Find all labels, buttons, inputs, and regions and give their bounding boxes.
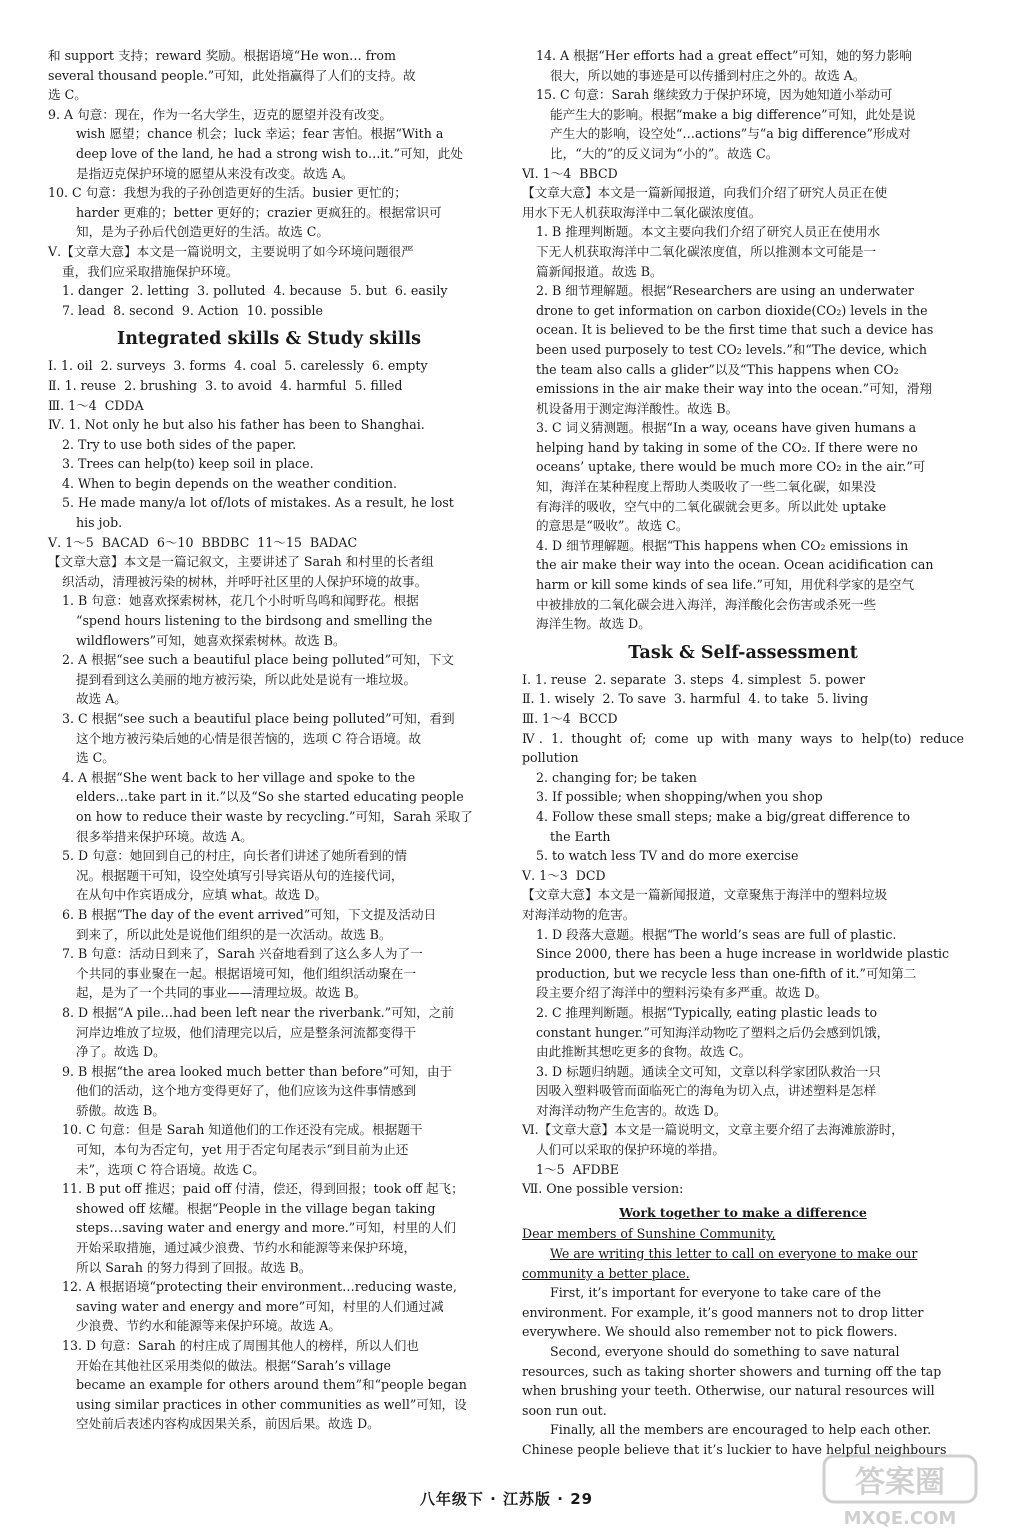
- text-line: 2. C 推理判断题。根据“Typically, eating plastic leads to: [536, 1004, 878, 1020]
- watermark-logo: [820, 1452, 980, 1530]
- text-line: 比，“大的”的反义词为“小的”。故选 C。: [550, 145, 779, 161]
- text-line: 8. D 根据“A pile…had been left near the riverbank.”可知，之前: [62, 1004, 455, 1020]
- text-line: 2. B 细节理解题。根据“Researchers are using an underwater: [536, 283, 914, 299]
- left-block-1: [48, 46, 490, 320]
- text-line: 海洋生物。故选 D。: [536, 616, 651, 632]
- text-line: 2. Try to use both sides of the paper.: [62, 436, 297, 452]
- text-line: 选 C。: [48, 87, 87, 103]
- text-line: 【文章大意】本文是一篇记叙文，主要讲述了 Sarah 和村里的长者组: [48, 554, 434, 570]
- text-line: elders…take part in it.”以及“So she started educating people: [76, 789, 464, 805]
- text-line: 开始在其他社区采用类似的做法。根据“Sarah’s village: [76, 1357, 391, 1373]
- text-line: 段主要介绍了海洋中的塑料污染有多严重。故选 D。: [536, 985, 828, 1001]
- text-line: drone to get information on carbon dioxide(CO₂) levels in the: [536, 302, 928, 318]
- text-line: 的意思是“吸收”。故选 C。: [536, 518, 689, 534]
- text-line: 对海洋动物的危害。: [522, 906, 636, 922]
- text-line: 4. D 细节理解题。根据“This happens when CO₂ emissions in: [536, 537, 909, 553]
- left-column: [48, 46, 490, 1434]
- text-line: 3. D 标题归纳题。通读全文可知，文章以科学家团队救治一只: [536, 1063, 881, 1079]
- text-line: 个共同的事业聚在一起。根据语境可知，他们组织活动聚在一: [76, 965, 417, 981]
- text-line: 很大，所以她的事迹是可以传播到村庄之外的。故选 A。: [550, 67, 866, 83]
- text-line: 和 support 支持；reward 奖励。根据语境“He won… from: [48, 48, 396, 63]
- text-line: harder 更难的；better 更好的；crazier 更疯狂的。根据常识可: [76, 204, 442, 220]
- text-line: 他们的活动，这个地方变得更好了，他们应该为这件事情感到: [76, 1083, 417, 1099]
- text-line: Ⅶ. One possible version:: [522, 1181, 684, 1197]
- text-line: 到来了，所以此处是说他们组织的是一次活动。故选 B。: [76, 926, 392, 942]
- page-footer: 八年级下 · 江苏版 · 29: [419, 1490, 594, 1508]
- text-line: his job.: [76, 515, 123, 531]
- text-line: the air make their way into the ocean. Ocean acidification can: [536, 557, 934, 573]
- text-line: 14. A 根据“Her efforts had a great effect”可知，她的努力影响: [536, 48, 912, 63]
- text-line: 下无人机获取海洋中二氧化碳浓度值，所以推测本文可能是一: [536, 243, 877, 259]
- text-line: 人们可以采取的保护环境的举措。: [536, 1142, 725, 1158]
- text-line: 这个地方被污染后她的心情是很苦恼的，选项 C 符合语境。故: [76, 730, 422, 746]
- text-line: Ⅵ. 1～4 BBCD: [522, 165, 618, 181]
- text-line: became an example for others around them”和“people began: [76, 1377, 467, 1393]
- text-line: 3. C 词义猜测题。根据“In a way, oceans have given humans a: [536, 420, 917, 436]
- text-line: 5. D 句意：她回到自己的村庄，向长者们讲述了她所看到的情: [62, 848, 407, 864]
- text-line: 11. B put off 推迟；paid off 付清，偿还，得到回报；took off 起飞；: [62, 1181, 464, 1197]
- text-line: ocean. It is believed to be the first time that such a device has: [536, 322, 934, 338]
- sample-essay: [522, 1203, 964, 1460]
- text-line: on how to reduce their waste by recycling.”可知，Sarah 采取了: [76, 808, 473, 824]
- right-column: [522, 46, 964, 1460]
- essay-line: resources, such as taking shorter showers and turning off the tap: [522, 1363, 942, 1379]
- text-line: 3. C 根据“see such a beautiful place being polluted”可知，看到: [62, 711, 455, 726]
- text-line: 产生大的影响，设空处“…actions”与“a big difference”形成对: [550, 126, 911, 142]
- svg-text:答案圈: 答案圈: [855, 1465, 945, 1500]
- essay-line: when brushing your teeth. Otherwise, our natural resources will: [522, 1383, 935, 1399]
- text-line: Since 2000, there has been a huge increase in worldwide plastic: [536, 946, 950, 962]
- text-line: 空处前后表述内容构成因果关系，前因后果。故选 D。: [76, 1416, 380, 1432]
- text-line: 所以 Sarah 的努力得到了回报。故选 B。: [76, 1259, 312, 1275]
- text-line: 5. He made many/a lot of/lots of mistakes. As a result, he lost: [62, 495, 454, 511]
- text-line: 故选 A。: [76, 691, 127, 707]
- text-line: 有海洋的吸收，空气中的二氧化碳就会更多。所以此处 uptake: [536, 498, 887, 514]
- text-line: Ⅴ. 1～3 DCD: [522, 867, 606, 883]
- text-line: 10. C 句意：我想为我的子孙创造更好的生活。busier 更忙的；: [48, 185, 407, 201]
- text-line: harm or kill some kinds of sea life.”可知，用优科学家的是空气: [536, 577, 915, 593]
- text-line: 河岸边堆放了垃圾，他们清理完以后，应是整条河流都变得干: [76, 1024, 417, 1040]
- text-line: 5. to watch less TV and do more exercise: [536, 848, 799, 864]
- text-line: 4. A 根据“She went back to her village and spoke to the: [62, 769, 416, 785]
- text-line: saving water and energy and more”可知，村里的人们通过减: [76, 1298, 444, 1314]
- text-line: production, but we recycle less than one-fifth of it.”可知第二: [536, 965, 917, 981]
- text-line: 2. changing for; be taken: [536, 769, 697, 785]
- text-line: 重，我们应采取措施保护环境。: [62, 263, 239, 279]
- text-line: Ⅳ. 1. Not only he but also his father has been to Shanghai.: [48, 417, 425, 433]
- text-line: oceans’ uptake, there would be much more CO₂ in the air.”可: [536, 459, 926, 475]
- text-line: 4. When to begin depends on the weather condition.: [62, 475, 398, 491]
- text-line: steps…saving water and energy and more.”可知，村里的人们: [76, 1220, 456, 1236]
- text-line: wish 愿望；chance 机会；luck 幸运；fear 害怕。根据“With a: [76, 126, 444, 142]
- essay-line: Finally, all the members are encouraged to help each other.: [550, 1422, 932, 1438]
- text-line: Ⅵ.【文章大意】本文是一篇说明文，文章主要介绍了去海滩旅游时，: [522, 1122, 904, 1138]
- text-line: 起，是为了一个共同的事业——清理垃圾。故选 B。: [76, 985, 367, 1001]
- text-line: Ⅳ. 1. thought of; come up with many ways to help(to) reduce pollution: [522, 730, 964, 766]
- text-line: 能产生大的影响。根据“make a big difference”可知，此处是说: [550, 106, 916, 122]
- text-line: Ⅱ. 1. reuse 2. brushing 3. to avoid 4. harmful 5. filled: [48, 377, 403, 393]
- section-title-task-self-assessment: Task & Self-assessment: [628, 642, 858, 663]
- text-line: 1. B 推理判断题。本文主要向我们介绍了研究人员正在使用水: [536, 224, 881, 240]
- text-line: 用水下无人机获取海洋中二氧化碳浓度值。: [522, 204, 762, 220]
- essay-line: Chinese people believe that it’s luckier to have helpful neighbours: [522, 1441, 947, 1457]
- text-line: 少浪费、节约水和能源等来保护环境。故选 A。: [76, 1318, 341, 1334]
- text-line: 12. A 根据语境“protecting their environment…reducing waste,: [62, 1279, 457, 1295]
- text-line: Ⅲ. 1～4 CDDA: [48, 397, 144, 413]
- text-line: deep love of the land, he had a strong wish to…it.”可知，此处: [76, 145, 463, 161]
- text-line: 况。根据题干可知，设空处填写引导宾语从句的连接代词，: [76, 867, 404, 883]
- section-title-integrated-skills: Integrated skills & Study skills: [117, 329, 421, 350]
- text-line: 是指迈克保护环境的愿望从来没有改变。故选 A。: [76, 165, 354, 181]
- text-line: 3. If possible; when shopping/when you shop: [536, 789, 823, 805]
- text-line: 6. B 根据“The day of the event arrived”可知，下文提及活动日: [62, 906, 437, 922]
- text-line: wildflowers”可知，她喜欢探索树林。故选 B。: [76, 632, 346, 648]
- text-line: using similar practices in other communities as well”可知，设: [76, 1396, 467, 1412]
- text-line: 7. lead 8. second 9. Action 10. possible: [62, 302, 323, 318]
- text-line: Ⅲ. 1～4 BCCD: [522, 711, 618, 726]
- essay-line: environment. For example, it’s good manners not to drop litter: [522, 1304, 924, 1320]
- right-block-1: [522, 46, 964, 634]
- text-line: 很多举措来保护环境。故选 A。: [76, 828, 253, 844]
- text-line: 机设备用于测定海洋酸性。故选 B。: [536, 400, 739, 416]
- text-line: 9. A 句意：现在，作为一名大学生，迈克的愿望并没有改变。: [48, 106, 392, 122]
- text-line: 净了。故选 D。: [76, 1044, 166, 1060]
- text-line: helping hand by taking in some of the CO₂. If there were no: [536, 439, 918, 455]
- text-line: several thousand people.”可知，此处指赢得了人们的支持。故: [48, 67, 416, 83]
- text-line: 未”，选项 C 符合语境。故选 C。: [76, 1161, 265, 1177]
- text-line: 1. B 句意：她喜欢探索树林，花几个小时听鸟鸣和闻野花。根据: [62, 593, 419, 609]
- text-line: constant hunger.”可知海洋动物吃了塑料之后仍会感到饥饿，: [536, 1024, 890, 1040]
- text-line: 2. A 根据“see such a beautiful place being polluted”可知，下文: [62, 652, 455, 668]
- text-line: 1. danger 2. letting 3. polluted 4. because 5. but 6. easily: [62, 283, 448, 299]
- text-line: emissions in the air make their way into the ocean.”可知，滑翔: [536, 381, 933, 397]
- text-line: 可知，本句为否定句，yet 用于否定句尾表示“到目前为止还: [76, 1142, 409, 1158]
- essay-opening-line: We are writing this letter to call on everyone to make our: [550, 1246, 918, 1262]
- text-line: 15. C 句意：Sarah 继续致力于保护环境，因为她知道小举动可: [536, 87, 893, 103]
- text-line: 1. D 段落大意题。根据“The world’s seas are full of plastic.: [536, 926, 897, 942]
- essay-title: Work together to make a difference: [619, 1204, 867, 1220]
- text-line: 骄傲。故选 B。: [76, 1102, 165, 1118]
- text-line: 织活动，清理被污染的树林，并呼吁社区里的人保护环境的故事。: [62, 573, 428, 589]
- essay-line: soon run out.: [522, 1402, 607, 1418]
- essay-salutation: Dear members of Sunshine Community,: [522, 1226, 776, 1242]
- essay-opening-line: community a better place.: [522, 1265, 690, 1281]
- text-line: the Earth: [550, 828, 611, 844]
- text-line: showed off 炫耀。根据“People in the village began taking: [76, 1200, 436, 1216]
- text-line: 由此推断其想吃更多的食物。故选 C。: [536, 1044, 752, 1060]
- text-line: 1～5 AFDBE: [536, 1161, 620, 1177]
- text-line: 13. D 句意：Sarah 的村庄成了周围其他人的榜样，所以人们也: [62, 1338, 419, 1353]
- text-line: 7. B 句意：活动日到来了，Sarah 兴奋地看到了这么多人为了一: [62, 946, 423, 962]
- text-line: 提到看到这么美丽的地方被污染，所以此处是说有一堆垃圾。: [76, 671, 417, 687]
- text-line: 知，海洋在某种程度上帮助人类吸收了一些二氧化碳，如果没: [536, 479, 877, 495]
- text-line: 在从句中作宾语成分，应填 what。故选 D。: [76, 887, 328, 903]
- text-line: 选 C。: [76, 750, 115, 766]
- essay-line: everywhere. We should also remember not to pick flowers.: [522, 1324, 898, 1340]
- text-line: 10. C 句意：但是 Sarah 知道他们的工作还没有完成。根据题干: [62, 1122, 423, 1138]
- text-line: the team also calls a glider”以及“This happens when CO₂: [536, 361, 899, 377]
- left-block-2: [48, 356, 490, 1434]
- essay-line: First, it’s important for everyone to take care of the: [550, 1285, 882, 1301]
- right-block-2: [522, 670, 964, 1199]
- text-line: 篇新闻报道。故选 B。: [536, 263, 663, 279]
- text-line: 【文章大意】本文是一篇新闻报道，向我们介绍了研究人员正在使: [522, 185, 888, 201]
- text-line: 【文章大意】本文是一篇新闻报道，文章聚焦于海洋中的塑料垃圾: [522, 887, 888, 903]
- text-line: Ⅴ. 1～5 BACAD 6～10 BBDBC 11～15 BADAC: [48, 534, 358, 550]
- text-line: 知，是为子孙后代创造更好的生活。故选 C。: [76, 224, 329, 240]
- text-line: Ⅴ.【文章大意】本文是一篇说明文，主要说明了如今环境问题很严: [48, 243, 414, 259]
- text-line: 因吸入塑料吸管而面临死亡的海龟为切入点，讲述塑料是怎样: [536, 1083, 877, 1099]
- text-line: 3. Trees can help(to) keep soil in place.: [62, 456, 314, 472]
- text-line: 4. Follow these small steps; make a big/great difference to: [536, 808, 911, 824]
- text-line: “spend hours listening to the birdsong and smelling the: [76, 613, 433, 629]
- text-line: Ⅰ. 1. reuse 2. separate 3. steps 4. simplest 5. power: [522, 671, 866, 687]
- text-line: 9. B 根据“the area looked much better than before”可知，由于: [62, 1063, 453, 1079]
- text-line: 对海洋动物产生危害的。故选 D。: [536, 1102, 727, 1118]
- svg-text:MXQE.COM: MXQE.COM: [843, 1508, 957, 1529]
- text-line: 中被排放的二氧化碳会进入海洋，海洋酸化会伤害或杀死一些: [536, 596, 877, 612]
- text-line: 开始采取措施，通过减少浪费、节约水和能源等来保护环境，: [76, 1240, 417, 1256]
- text-line: been used purposely to test CO₂ levels.”和“The device, which: [536, 341, 928, 357]
- text-line: Ⅱ. 1. wisely 2. To save 3. harmful 4. to take 5. living: [522, 691, 869, 707]
- text-line: Ⅰ. 1. oil 2. surveys 3. forms 4. coal 5. carelessly 6. empty: [48, 358, 428, 374]
- essay-line: Second, everyone should do something to save natural: [550, 1344, 900, 1359]
